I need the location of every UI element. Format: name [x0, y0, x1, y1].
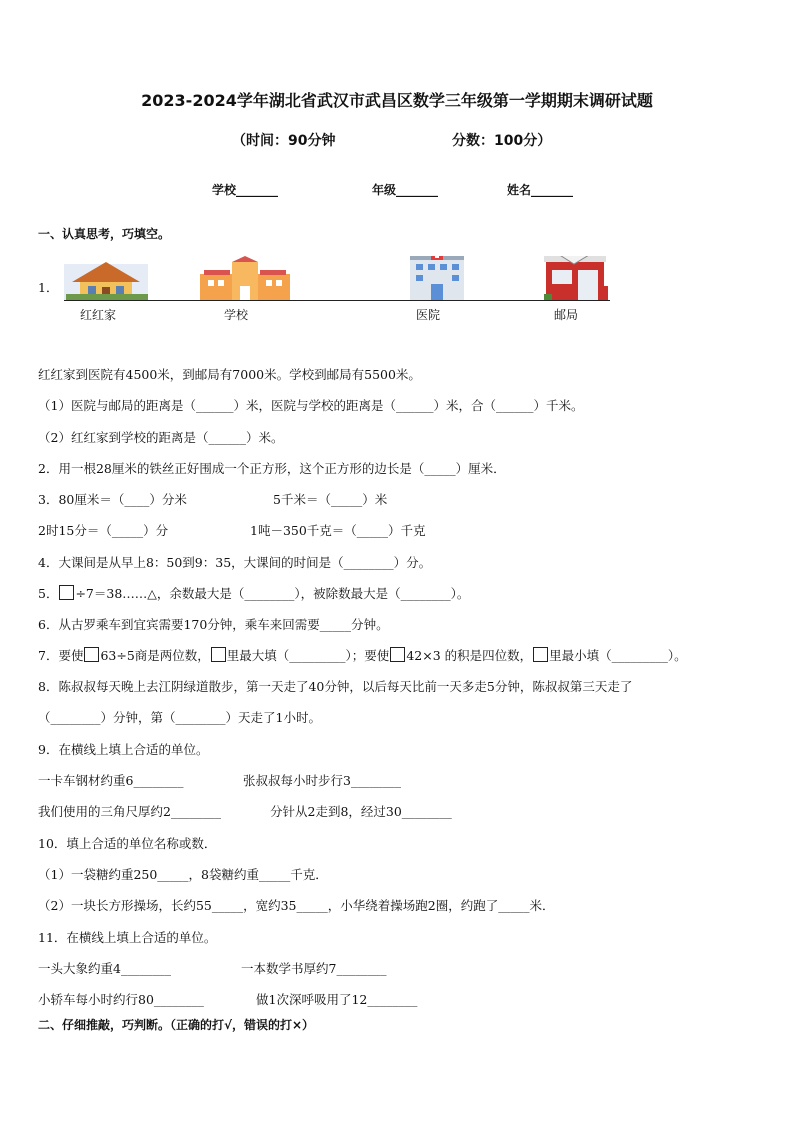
q5-text: ÷7＝38……△，余数最大是（________），被除数最大是（________）。: [75, 586, 470, 601]
school-icon: [200, 256, 290, 300]
q11-item-b: 一本数学书厚约7________: [241, 961, 387, 976]
question-3c: 2时15分＝（_____）分: [38, 523, 169, 538]
time-limit: （时间：90分钟: [232, 133, 336, 149]
blank-box-icon: [59, 585, 74, 600]
post-office-icon: [544, 256, 608, 300]
exam-title: 2023-2024学年湖北省武汉市武昌区数学三年级第一学期期末调研试题: [141, 91, 653, 110]
question-10: 10．填上合适的单位名称或数．: [38, 836, 217, 851]
name-field: 姓名_______: [507, 183, 574, 197]
question-3d: 1吨－350千克＝（_____）千克: [250, 523, 426, 538]
question-5: [38, 584, 469, 602]
q1-part1: （1）医院与邮局的距离是（______）米，医院与学校的距离是（______）米，合（______）千米。: [38, 398, 584, 413]
q7-part-a: 7．要使: [38, 648, 84, 663]
place-label-post-office: 邮局: [554, 308, 579, 322]
house-icon: [64, 262, 148, 300]
question-11: 11．在横线上填上合适的单位。: [38, 930, 217, 945]
grade-field: 年级_______: [372, 183, 439, 197]
blank-box-icon: [211, 647, 226, 662]
q1-part2: （2）红红家到学校的距离是（______）米。: [38, 430, 284, 445]
q9-item-d: 分针从2走到8，经过30________: [270, 804, 452, 819]
blank-box-icon: [84, 647, 99, 662]
place-label-home: 红红家: [80, 308, 117, 322]
q11-item-a: 一头大象约重4________: [38, 961, 171, 976]
place-label-school: 学校: [224, 308, 249, 322]
section-2-heading: 二、仔细推敲，巧判断。（正确的打√，错误的打×）: [38, 1018, 315, 1032]
blank-box-icon: [533, 647, 548, 662]
question-8-line1: 8．陈叔叔每天晚上去江阴绿道散步，第一天走了40分钟，以后每天比前一天多走5分钟，陈叔叔第三天走了: [38, 679, 633, 694]
route-illustration: [64, 256, 614, 306]
question-6: 6．从古罗乘车到宜宾需要170分钟，乘车来回需要_____分钟。: [38, 617, 389, 632]
blank-box-icon: [390, 647, 405, 662]
q7-part-b: 63÷5商是两位数，: [100, 648, 210, 663]
school-field: 学校_______: [212, 183, 279, 197]
q10-part1: （1）一袋糖约重250_____，8袋糖约重_____千克．: [38, 867, 328, 882]
q11-item-c: 小轿车每小时约行80________: [38, 992, 204, 1007]
q9-item-c: 我们使用的三角尺厚约2________: [38, 804, 221, 819]
question-1-number: 1．: [38, 280, 59, 295]
route-line: [64, 300, 610, 301]
q10-part2: （2）一块长方形操场，长约55_____，宽约35_____，小华绕着操场跑2圈，约跑了_____米．: [38, 898, 555, 913]
question-3a: 3．80厘米＝（____）分米: [38, 492, 187, 507]
q7-part-c: 里最大填（_________）；要使: [226, 648, 390, 663]
question-8-line2: （________）分钟，第（________）天走了1小时。: [38, 710, 321, 725]
question-9: 9．在横线上填上合适的单位。: [38, 742, 209, 757]
question-3b: 5千米＝（_____）米: [273, 492, 388, 507]
hospital-icon: [410, 256, 464, 300]
question-4: 4．大课间是从早上8：50到9：35，大课间的时间是（________）分。: [38, 555, 432, 570]
q7-part-d: 42×3 的积是四位数，: [406, 648, 533, 663]
q11-item-d: 做1次深呼吸用了12________: [256, 992, 418, 1007]
q9-item-b: 张叔叔每小时步行3________: [243, 773, 401, 788]
q5-number: 5．: [38, 586, 59, 601]
place-label-hospital: 医院: [416, 308, 441, 322]
question-7: [38, 646, 687, 664]
q7-part-e: 里最小填（_________）。: [549, 648, 687, 663]
section-1-heading: 一、认真思考，巧填空。: [38, 227, 171, 241]
question-2: 2．用一根28厘米的铁丝正好围成一个正方形，这个正方形的边长是（_____）厘米．: [38, 461, 506, 476]
q9-item-a: 一卡车钢材约重6________: [38, 773, 184, 788]
q1-given: 红红家到医院有4500米，到邮局有7000米。学校到邮局有5500米。: [38, 367, 421, 382]
total-score: 分数：100分）: [452, 133, 552, 149]
